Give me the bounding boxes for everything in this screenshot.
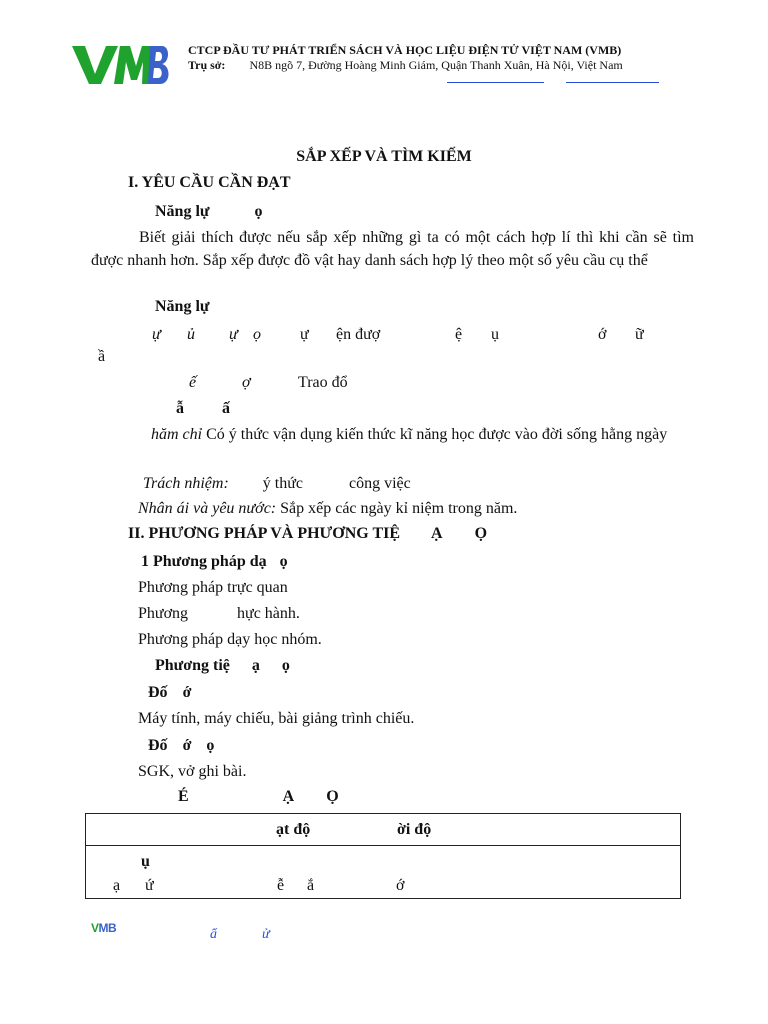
- patriot-text: Sắp xếp các ngày kỉ niệm trong năm.: [280, 500, 518, 517]
- s2-sub2b-a: Đố: [148, 737, 168, 754]
- section1-paragraph1: [91, 226, 694, 272]
- s2-sub2a-b: ớ: [182, 684, 192, 701]
- table-header-col2: ời độ: [397, 821, 432, 838]
- s2-sub2-c: ọ: [281, 657, 290, 674]
- method-2-a: Phương: [138, 605, 189, 622]
- method-2: [138, 604, 300, 623]
- sub1-text-b: ọ: [254, 203, 263, 220]
- s1-line1-a: ự: [152, 326, 161, 343]
- section1-sub1: [155, 202, 263, 221]
- sub1-text-a: Năng lự: [155, 203, 210, 220]
- s2-sub2a-a: Đố: [148, 684, 168, 701]
- s2-sub2b-b: ớ: [182, 737, 192, 754]
- method-3: Phương pháp dạy học nhóm.: [138, 631, 322, 648]
- responsibility-label: Trách nhiệm:: [143, 475, 229, 492]
- s3-heading-b: Ạ: [282, 788, 295, 805]
- s1-line1-j: ữ: [635, 326, 644, 343]
- section2-heading-a: II. PHƯƠNG PHÁP VÀ PHƯƠNG TIỆ: [128, 525, 401, 542]
- section2-sub2a: [148, 683, 191, 702]
- s1-line1-wrap: ầ: [98, 348, 106, 365]
- s1-line1-b: ủ: [187, 326, 195, 343]
- vmb-logo: [70, 42, 170, 88]
- header-link-underline-2[interactable]: [566, 82, 659, 83]
- section2-heading: [128, 525, 487, 543]
- responsibility-b: công việc: [349, 475, 411, 492]
- section1-sub2: Năng lự: [155, 298, 210, 315]
- footer-logo-v: V: [91, 921, 99, 935]
- header-link-underline-1[interactable]: [447, 82, 544, 83]
- s1-line1-h: ụ: [491, 326, 499, 343]
- section2-heading-c: Ọ: [474, 525, 488, 542]
- table-row-2-c: ễ: [277, 877, 285, 894]
- s1-line1-c: ự: [229, 326, 238, 343]
- section3-heading: [178, 788, 339, 806]
- table-header-col1: ạt độ: [276, 821, 311, 838]
- section2-sub2b: [148, 736, 214, 755]
- table-header-divider: [86, 845, 680, 846]
- footer-link-a[interactable]: ẩ: [210, 927, 217, 942]
- method-2-b: hực hành.: [237, 605, 300, 622]
- section2-heading-b: Ạ: [431, 525, 443, 542]
- footer-logo-mb: MB: [98, 921, 117, 935]
- s1-line1-d: ọ: [253, 326, 261, 343]
- s1-line2-c: Trao đổ: [298, 374, 348, 391]
- para1-text: Biết giải thích được nếu sắp xếp những gì ta có một cách hợp lí thì khi cần sẽ tìm được nhanh hơn. Sắp xếp được đồ vật hay danh sách hợp lý theo một số yêu cầu cụ thể: [91, 229, 694, 269]
- table-row-1: ụ: [141, 853, 150, 870]
- s1-line1-g: ệ: [455, 326, 463, 343]
- table-row-2-b: ứ: [145, 877, 154, 894]
- s1-line3-a: ẫ: [176, 400, 184, 417]
- document-title: SẮP XẾP VÀ TÌM KIẾM: [296, 148, 472, 165]
- method-1: Phương pháp trực quan: [138, 579, 288, 596]
- responsibility-a: ý thức: [262, 475, 303, 492]
- section2-sub2: [155, 656, 290, 675]
- s1-line1-i: ớ: [598, 326, 607, 343]
- s2-sub2-b: ạ: [251, 657, 260, 674]
- s1-line1-e: ự: [300, 326, 309, 343]
- tools-teacher: Máy tính, máy chiếu, bài giảng trình chiếu.: [138, 710, 415, 727]
- responsibility-line: [143, 474, 411, 493]
- s1-line2-a: ế: [189, 374, 197, 391]
- activity-table: [85, 813, 681, 899]
- para2-italic: hăm chỉ: [151, 426, 203, 443]
- table-row-2-e: ớ: [396, 877, 405, 894]
- patriot-line: [138, 499, 517, 518]
- s2-sub2b-c: ọ: [206, 737, 215, 754]
- s3-heading-a: É: [178, 788, 189, 805]
- section1-paragraph2: [91, 423, 694, 446]
- section2-sub1: [141, 552, 288, 571]
- footer-logo: [91, 921, 116, 935]
- patriot-label: Nhân ái và yêu nước:: [138, 500, 277, 517]
- s3-heading-c: Ọ: [326, 788, 339, 805]
- table-row-2-d: ắ: [307, 877, 315, 894]
- company-name: CTCP ĐẦU TƯ PHÁT TRIỂN SÁCH VÀ HỌC LIỆU ĐIỆN TỬ VIỆT NAM (VMB): [188, 43, 622, 57]
- tools-student: SGK, vở ghi bài.: [138, 763, 247, 780]
- table-row-2-a: ạ: [113, 877, 121, 894]
- s2-sub1-b: ọ: [279, 553, 288, 570]
- address-label: Trụ sở:: [188, 58, 226, 72]
- s1-line1-f: ện đượ: [336, 326, 381, 343]
- s2-sub2-a: Phương tiệ: [155, 657, 230, 674]
- s1-line3-b: ấ: [222, 400, 230, 417]
- s1-line2-b: ợ: [242, 374, 251, 391]
- s2-sub1-a: 1 Phương pháp dạ: [141, 553, 267, 570]
- address-text: N8B ngõ 7, Đường Hoàng Minh Giám, Quận Thanh Xuân, Hà Nội, Việt Nam: [249, 58, 623, 72]
- footer-link-b[interactable]: ử: [262, 927, 270, 942]
- section1-heading: I. YÊU CẦU CẦN ĐẠT: [128, 174, 291, 191]
- para2-text: Có ý thức vận dụng kiến thức kĩ năng học được vào đời sống hằng ngày: [206, 426, 668, 443]
- company-address: [188, 58, 623, 73]
